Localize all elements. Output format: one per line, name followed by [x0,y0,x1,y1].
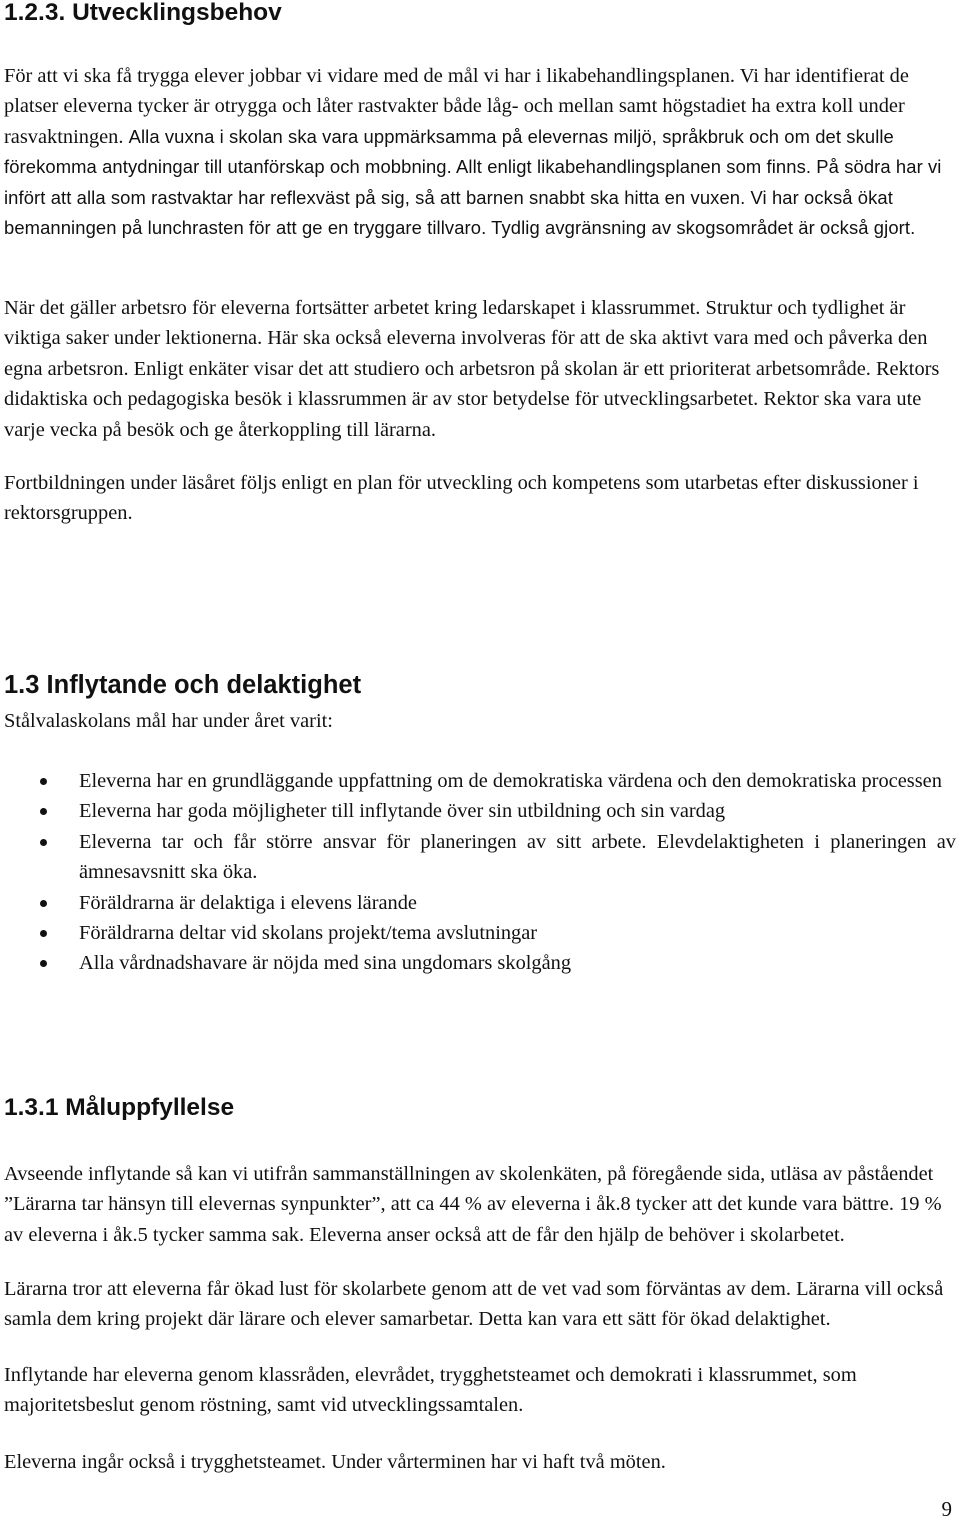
paragraph-text-serif: För att vi ska få trygga elever jobbar vi vidare med de mål vi har i likabehandlingsplanen. Vi har identifierat de platser eleverna tycker är otrygga och låter rastvakter både låg- och mellan samt högstadiet ha extra koll under rasvaktningen. [4,65,909,148]
bullet-icon [40,900,47,907]
list-item [0,888,956,918]
paragraph-larare: Lärarna tror att eleverna får ökad lust för skolarbete genom att de vet vad som förväntas av dem. Lärarna vill också samla dem kring projekt där lärare och elever samarbetar. Detta kan vara ett sätt för ökad delaktighet. [4,1278,944,1331]
list-item [0,796,956,826]
paragraph-fortbildning: Fortbildningen under läsåret följs enligt en plan för utveckling och kompetens som utarbetas efter diskussioner i rektorsgruppen. [4,472,919,525]
bullet-icon [40,839,47,846]
section-heading-1-2-3: 1.2.3. Utvecklingsbehov [4,0,282,26]
list-item-text: Föräldrarna deltar vid skolans projekt/tema avslutningar [79,922,538,945]
section-heading-1-3-1: 1.3.1 Måluppfyllelse [4,1094,235,1121]
goals-intro: Stålvalaskolans mål har under året varit: [4,710,333,732]
list-item-text: Eleverna tar och får större ansvar för planeringen av sitt arbete. Elevdelaktigheten i planeringen av ämnesavsnitt ska öka. [79,830,956,884]
bullet-icon [40,930,47,937]
paragraph-maluppfyllelse: Avseende inflytande så kan vi utifrån sammanställningen av skolenkäten, på föregående sida, utläsa av påståendet ”Lärarna tar hänsyn till elevernas synpunkter”, att ca 44 % av eleverna i åk.8 tycker att det kunde vara bättre. 19 % av eleverna i åk.5 tycker samma sak. Eleverna anser också att de får den hjälp de behöver i skolarbetet. [4,1163,942,1246]
goals-list [0,766,956,979]
section-heading-1-3: 1.3 Inflytande och delaktighet [4,671,362,699]
list-item [0,766,956,796]
paragraph-trygghetsteamet: Eleverna ingår också i trygghetsteamet. Under vårterminen har vi haft två möten. [4,1451,666,1473]
list-item [0,827,956,888]
paragraph-arbetsro: När det gäller arbetsro för eleverna fortsätter arbetet kring ledarskapet i klassrummet. Struktur och tydlighet är viktiga saker under lektionerna. Här ska också eleverna involveras för att de ska aktivt vara med och påverka den egna arbetsron. Enligt enkäter visar det att studiero och arbetsron på skolan är ett prioriterat arbetsområde. Rektors didaktiska och pedagogiska besök i klassrummen är av stor betydelse för utvecklingsarbetet. Rektor ska vara ute varje vecka på besök och ge återkoppling till lärarna. [4,297,940,441]
list-item-text: Föräldrarna är delaktiga i elevens lärande [79,891,417,914]
page-number: 9 [941,1497,952,1521]
paragraph-text-sans: Alla vuxna i skolan ska vara uppmärksamma på elevernas miljö, språkbruk och om det skulle förekomma antydningar till utanförskap och mobbning. Allt enligt likabehandlingsplanen som finns. På södra har vi infört att alla som rastvaktar har reflexväst på sig, så att barnen snabbt ska hitta en vuxen. Vi har också ökat bemanningen på lunchrasten för att ge en tryggare tillvaro. Tydlig avgränsning av skogsområdet är också gjort. [4,125,942,239]
list-item-text: Eleverna har goda möjligheter till inflytande över sin utbildning och sin vardag [79,800,726,823]
bullet-icon [40,960,47,967]
list-item-text: Eleverna har en grundläggande uppfattning om de demokratiska värdena och den demokratiska processen [79,770,942,792]
bullet-icon [40,808,47,815]
bullet-icon [40,778,47,785]
paragraph-utvecklingsbehov [4,61,955,243]
list-item-text: Alla vårdnadshavare är nöjda med sina ungdomars skolgång [79,952,572,975]
list-item [0,948,956,978]
list-item [0,918,956,948]
paragraph-inflytande: Inflytande har eleverna genom klassråden, elevrådet, trygghetsteamet och demokrati i klassrummet, som majoritetsbeslut genom röstning, samt vid utvecklingssamtalen. [4,1364,857,1417]
